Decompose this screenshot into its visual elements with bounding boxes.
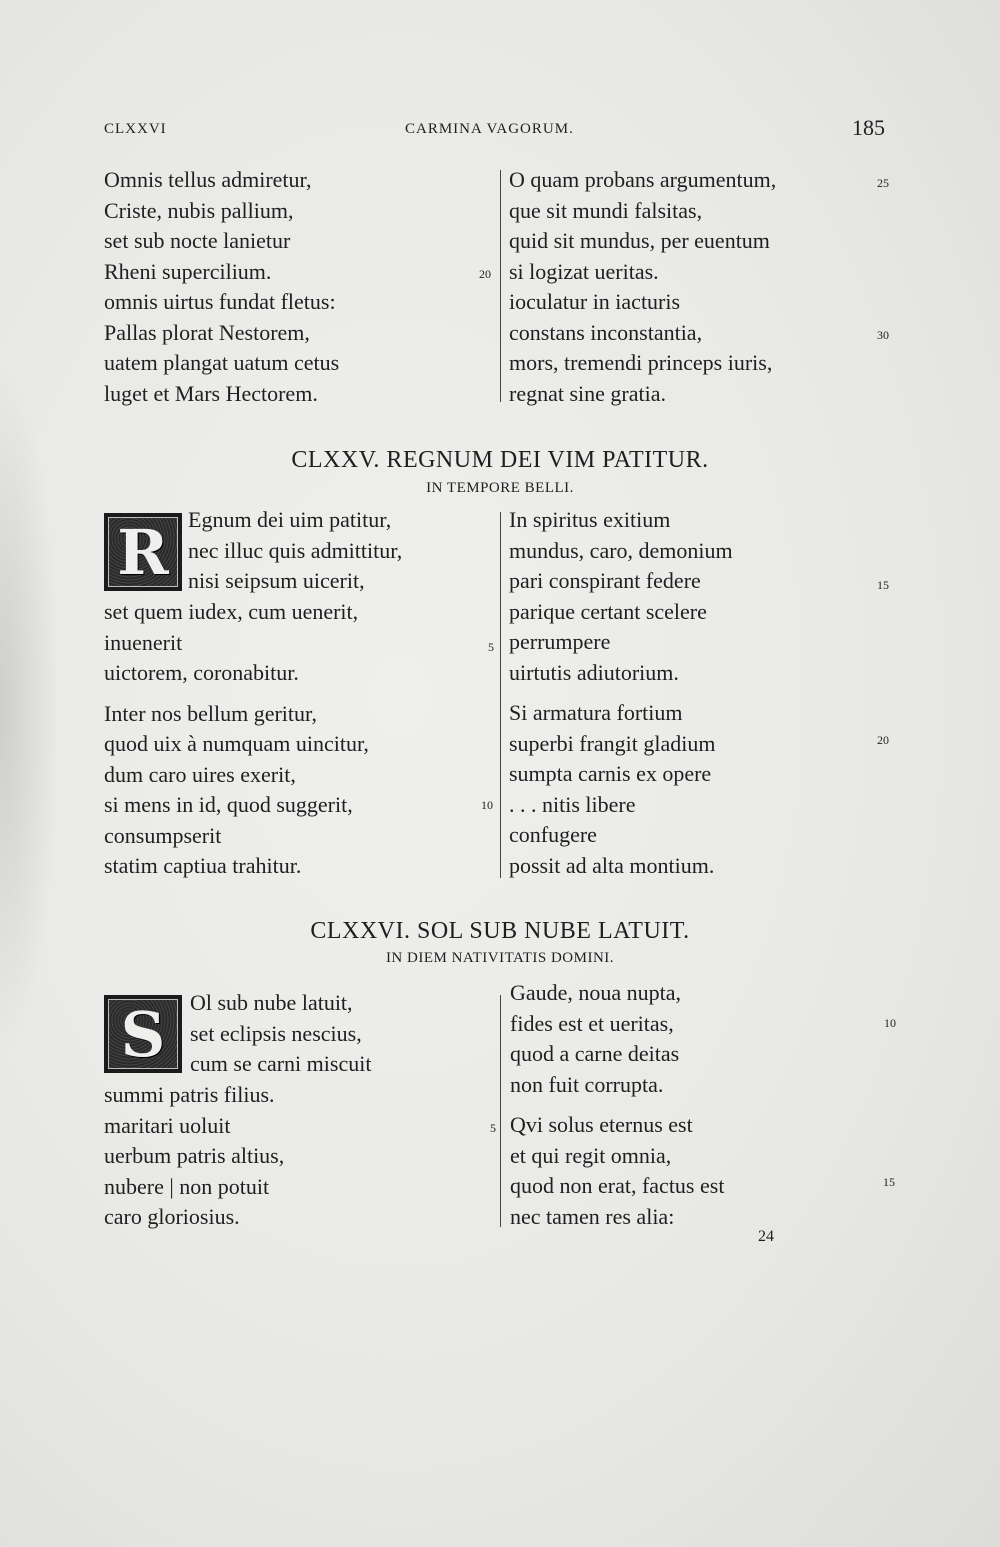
initial-letter: S xyxy=(120,997,166,1071)
verse-line: set quem iudex, cum uenerit, xyxy=(104,599,359,624)
verse-line: Gaude, noua nupta, xyxy=(510,980,682,1005)
verse-line: O quam probans argumentum, xyxy=(509,167,777,192)
verse-line: ioculatur in iacturis xyxy=(509,289,681,314)
line-number: 15 xyxy=(883,1175,895,1189)
verse-line: cum se carni miscuit xyxy=(190,1051,372,1076)
initial-ornament xyxy=(108,999,178,1069)
verse-line: possit ad alta montium. xyxy=(509,852,715,878)
verse-line: Inter nos bellum geritur, xyxy=(104,700,317,726)
header-left: CLXXVI xyxy=(104,121,167,137)
line-number: 20 xyxy=(479,267,491,281)
verse-line: non fuit corrupta. xyxy=(510,1071,664,1097)
verse-line: nec illuc quis admittitur, xyxy=(188,537,403,563)
poem175-left-column xyxy=(104,597,369,882)
poem176-left-column xyxy=(104,1080,284,1233)
verse-line: quod uix à numquam uincitur, xyxy=(104,731,369,756)
header-title: CARMINA VAGORUM. xyxy=(405,121,574,137)
verse-line: statim captiua trahitur. xyxy=(104,853,302,878)
verse-line: pari conspirant federe xyxy=(509,568,701,593)
verse-line: caro gloriosius. xyxy=(104,1204,240,1229)
verse-line: nec tamen res alia: xyxy=(510,1203,675,1229)
line-number: 30 xyxy=(877,328,889,342)
decorated-initial xyxy=(104,995,182,1073)
line-number: 20 xyxy=(877,733,889,747)
verse-line: constans inconstantia, xyxy=(509,319,703,345)
poem-subtitle: IN DIEM NATIVITATIS DOMINI. xyxy=(385,950,615,966)
verse-line: Si armatura fortium xyxy=(509,700,683,725)
verse-line: . . . nitis libere xyxy=(509,791,636,817)
verse-line: uictorem, coronabitur. xyxy=(104,660,299,685)
verse-line: summi patris filius. xyxy=(104,1082,275,1107)
verse-line: set sub nocte lanietur xyxy=(104,228,291,253)
verse-line: quid sit mundus, per euentum xyxy=(509,228,770,253)
verse-line: superbi frangit gladium xyxy=(509,730,716,756)
verse-line: uatem plangat uatum cetus xyxy=(104,350,340,375)
verse-line: omnis uirtus fundat fletus: xyxy=(104,289,336,314)
verse-line: regnat sine gratia. xyxy=(509,380,666,406)
verse-line: fides est et ueritas, xyxy=(510,1010,674,1036)
line-number: 25 xyxy=(877,176,889,190)
poem176-left-indented xyxy=(190,988,371,1080)
line-number: 5 xyxy=(488,640,494,654)
verse-line: si mens in id, quod suggerit, xyxy=(104,792,353,817)
line-number: 5 xyxy=(490,1121,496,1135)
verse-line: maritari uoluit xyxy=(104,1112,231,1138)
line-number: 15 xyxy=(877,578,889,592)
column-divider xyxy=(500,995,501,1227)
verse-line: Ol sub nube latuit, xyxy=(190,990,353,1015)
initial-letter: R xyxy=(117,515,169,589)
page-number: 185 xyxy=(852,115,885,140)
verse-line: mors, tremendi princeps iuris, xyxy=(509,350,773,375)
verse-line: Rheni supercilium. xyxy=(104,258,272,284)
verse-line: Qvi solus eternus est xyxy=(510,1112,693,1137)
verse-line: que sit mundi falsitas, xyxy=(509,197,703,223)
verse-line: inuenerit xyxy=(104,629,183,655)
verse-line: uerbum patris altius, xyxy=(104,1143,285,1168)
poem-title: CLXXV. REGNUM DEI VIM PATITUR. xyxy=(291,447,709,473)
line-number: 10 xyxy=(481,798,493,812)
verse-line: si logizat ueritas. xyxy=(509,258,659,284)
decorated-initial xyxy=(104,513,182,591)
verse-line: consumpserit xyxy=(104,822,222,848)
verse-line: dum caro uires exerit, xyxy=(104,761,296,787)
verse-line: Egnum dei uim patitur, xyxy=(188,507,392,532)
verse-line: et qui regit omnia, xyxy=(510,1142,672,1168)
verse-line: uirtutis adiutorium. xyxy=(509,659,679,685)
verse-line: perrumpere xyxy=(509,629,611,654)
verse-line: quod non erat, factus est xyxy=(510,1173,725,1198)
verse-line: In spiritus exitium xyxy=(509,507,671,532)
verse-line: set eclipsis nescius, xyxy=(190,1020,362,1046)
poem176-right-column xyxy=(510,978,724,1232)
verse-line: sumpta carnis ex opere xyxy=(509,761,712,786)
top-right-column xyxy=(509,165,776,409)
column-divider xyxy=(500,512,501,878)
verse-line: nubere | non potuit xyxy=(104,1173,270,1199)
poem175-left-indented xyxy=(188,505,402,597)
verse-line: Omnis tellus admiretur, xyxy=(104,167,312,192)
poem-subtitle: IN TEMPORE BELLI. xyxy=(426,480,574,496)
top-left-column xyxy=(104,165,339,409)
signature-mark: 24 xyxy=(758,1228,774,1245)
verse-line: nisi seipsum uicerit, xyxy=(188,568,365,593)
running-header xyxy=(0,117,1000,147)
initial-ornament xyxy=(108,517,178,587)
verse-line: confugere xyxy=(509,822,597,847)
verse-line: quod a carne deitas xyxy=(510,1041,680,1066)
line-number: 10 xyxy=(884,1016,896,1030)
verse-line: Pallas plorat Nestorem, xyxy=(104,319,310,345)
verse-line: parique certant scelere xyxy=(509,598,707,624)
verse-line: luget et Mars Hectorem. xyxy=(104,380,318,406)
verse-line: mundus, caro, demonium xyxy=(509,537,733,563)
poem-title: CLXXVI. SOL SUB NUBE LATUIT. xyxy=(310,918,690,944)
verse-line: Criste, nubis pallium, xyxy=(104,197,294,223)
column-divider xyxy=(500,170,501,402)
poem175-right-column xyxy=(509,505,733,881)
